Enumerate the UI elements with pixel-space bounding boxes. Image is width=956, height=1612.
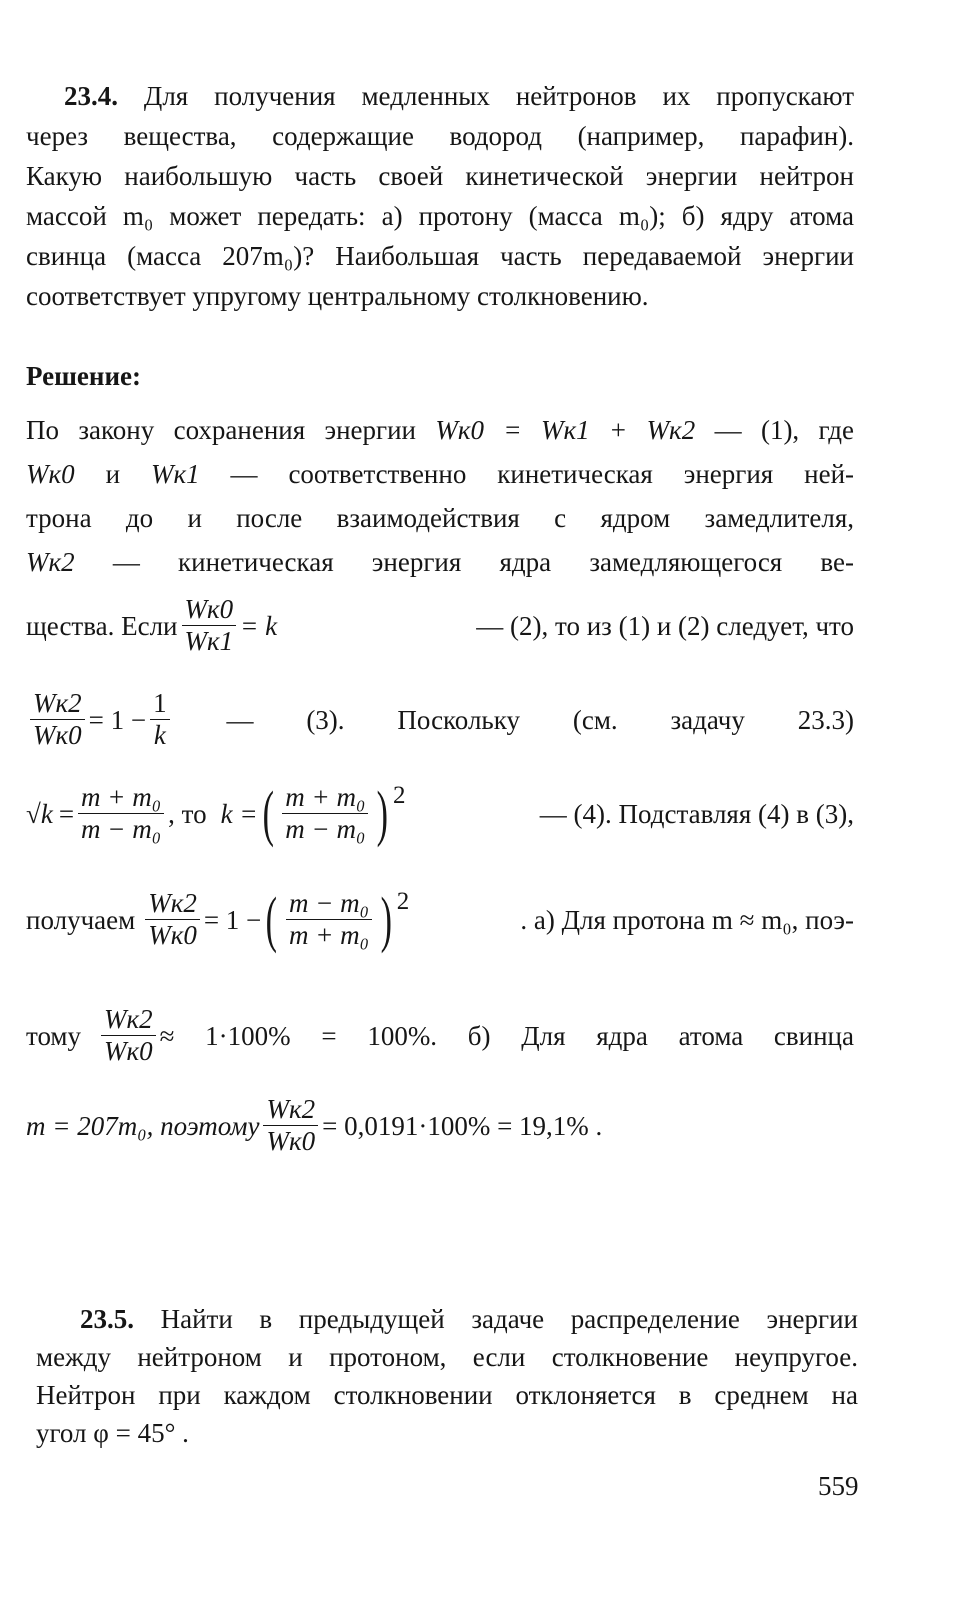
solution-line-2 xyxy=(26,454,854,494)
fraction-wk2-wk0 xyxy=(263,1094,318,1157)
problem-text: Найти в предыдущей задаче распределение энергии xyxy=(160,1304,858,1334)
fraction-squared-base xyxy=(286,888,372,951)
equation-ref: — (1), где xyxy=(714,415,855,445)
fraction-denominator: Wк0 xyxy=(33,720,82,751)
solution-line-8 xyxy=(26,885,854,954)
problem-23-4-line-3: Какую наибольшую часть своей кинетической энергии нейтрон xyxy=(26,161,854,191)
fraction-numerator: Wк2 xyxy=(145,888,200,920)
one-minus: = 1 − xyxy=(203,904,262,935)
equation-3 xyxy=(26,688,174,751)
right-paren-icon: ) xyxy=(376,779,389,848)
equals-k: = k xyxy=(240,610,278,641)
solution-line-1 xyxy=(26,410,854,450)
problem-23-4-line-5: свинца (масса 207m₀)? Наибольшая часть передаваемой энергии xyxy=(26,241,854,271)
line-text-after: . а) Для протона m ≈ m₀, поэ- xyxy=(520,904,854,935)
line-text-after: ≈ 1·100% = 100%. б) Для ядра атома свинца xyxy=(159,1020,854,1051)
problem-number: 23.5. xyxy=(80,1304,134,1334)
fraction-denominator: m − m₀ xyxy=(285,814,366,845)
line-text: тому xyxy=(26,1020,82,1051)
line-text: получаем xyxy=(26,904,136,935)
word: 23.3) xyxy=(797,704,854,735)
fraction-wk0-wk1 xyxy=(182,594,237,657)
problem-23-5-line-3: Нейтрон при каждом столкновении отклоняется в среднем на xyxy=(36,1380,858,1410)
line-text-after: — (2), то из (1) и (2) следует, что xyxy=(476,610,854,641)
one-minus: = 1 − xyxy=(88,704,147,735)
solution-line-3: трона до и после взаимодействия с ядром замедлителя, xyxy=(26,503,854,533)
solution-line-6 xyxy=(26,688,854,751)
page-number: 559 xyxy=(818,1471,859,1501)
dash: — xyxy=(226,704,254,735)
fraction-squared-base xyxy=(282,782,368,845)
equals: = xyxy=(58,798,75,829)
symbol-wk1: Wк1 xyxy=(150,459,200,489)
line-text: — кинетическая энергия ядра замедляющегося ве- xyxy=(112,547,854,577)
symbol-wk0: Wк0 xyxy=(26,459,75,489)
left-paren-icon: ( xyxy=(262,779,274,848)
exponent-2: 2 xyxy=(396,888,410,915)
fraction-1-k xyxy=(150,688,170,751)
fraction-denominator: Wк0 xyxy=(148,920,197,951)
solution-line-5 xyxy=(26,594,854,657)
fraction-numerator: Wк2 xyxy=(101,1004,156,1036)
problem-23-4-line-2: через вещества, содержащие водород (например, парафин). xyxy=(26,121,854,151)
problem-23-4-line-1 xyxy=(64,76,854,116)
fraction-wk2-wk0 xyxy=(101,1004,156,1067)
k-equals: k = xyxy=(220,798,258,829)
line-text: щества. Если xyxy=(26,610,178,641)
solution-line-4 xyxy=(26,542,854,582)
conjunction: и xyxy=(105,459,121,489)
word: задачу xyxy=(670,704,745,735)
line-text-after: — (4). Подставляя (4) в (3), xyxy=(539,798,854,829)
fraction-denominator: m + m₀ xyxy=(288,920,370,951)
fraction-numerator: m + m₀ xyxy=(78,782,164,814)
word: (см. xyxy=(572,704,618,735)
fraction-wk2-wk0 xyxy=(30,688,85,751)
solution-heading: Решение: xyxy=(26,361,141,391)
solution-line-9 xyxy=(26,1004,854,1067)
left-paren-icon: ( xyxy=(265,885,278,954)
fraction-wk2-wk0 xyxy=(145,888,200,951)
problem-23-4-line-6: соответствует упругому центральному столкновению. xyxy=(26,281,649,311)
fraction-denominator: Wк0 xyxy=(266,1126,316,1157)
problem-23-5-line-1 xyxy=(80,1300,858,1338)
right-paren-icon: ) xyxy=(380,885,393,954)
problem-23-5-line-2: между нейтроном и протоном, если столкновение неупругое. xyxy=(36,1342,858,1372)
line-text: m = 207m₀, поэтому xyxy=(26,1110,260,1141)
fraction-numerator: Wк0 xyxy=(182,594,237,626)
fraction-numerator: Wк2 xyxy=(263,1094,318,1126)
solution-line-7 xyxy=(26,779,854,848)
fraction-numerator: Wк2 xyxy=(30,688,85,720)
fraction-numerator: m − m₀ xyxy=(286,888,372,920)
fraction-denominator: m − m₀ xyxy=(81,814,162,845)
fraction-numerator: m + m₀ xyxy=(282,782,368,814)
line-text: — соответственно кинетическая энергия ней- xyxy=(230,459,855,489)
problem-text: Для получения медленных нейтронов их пропускают xyxy=(143,81,854,111)
exponent-2: 2 xyxy=(393,782,406,809)
solution-line-10 xyxy=(26,1094,602,1157)
symbol-wk2: Wк2 xyxy=(26,547,75,577)
problem-23-5-line-4: угол φ = 45° . xyxy=(36,1418,189,1448)
fraction-denominator: Wк0 xyxy=(104,1036,153,1067)
fraction-denominator: Wк1 xyxy=(184,626,234,657)
then-word: , то xyxy=(168,798,207,829)
fraction-m-plus-over-m-minus xyxy=(78,782,164,845)
line-text: По закону сохранения энергии xyxy=(26,415,417,445)
ref-3: (3). xyxy=(306,704,345,735)
fraction-numerator: 1 xyxy=(150,688,170,720)
line-text-after: = 0,0191·100% = 19,1% . xyxy=(322,1110,603,1141)
problem-number: 23.4. xyxy=(64,81,118,111)
problem-23-4-line-4: массой m₀ может передать: а) протону (масса m₀); б) ядру атома xyxy=(26,201,854,231)
sqrt-k: √k xyxy=(26,798,53,829)
energy-equation: Wк0 = Wк1 + Wк2 xyxy=(435,415,696,445)
word: Поскольку xyxy=(397,704,520,735)
fraction-denominator: k xyxy=(153,720,166,751)
